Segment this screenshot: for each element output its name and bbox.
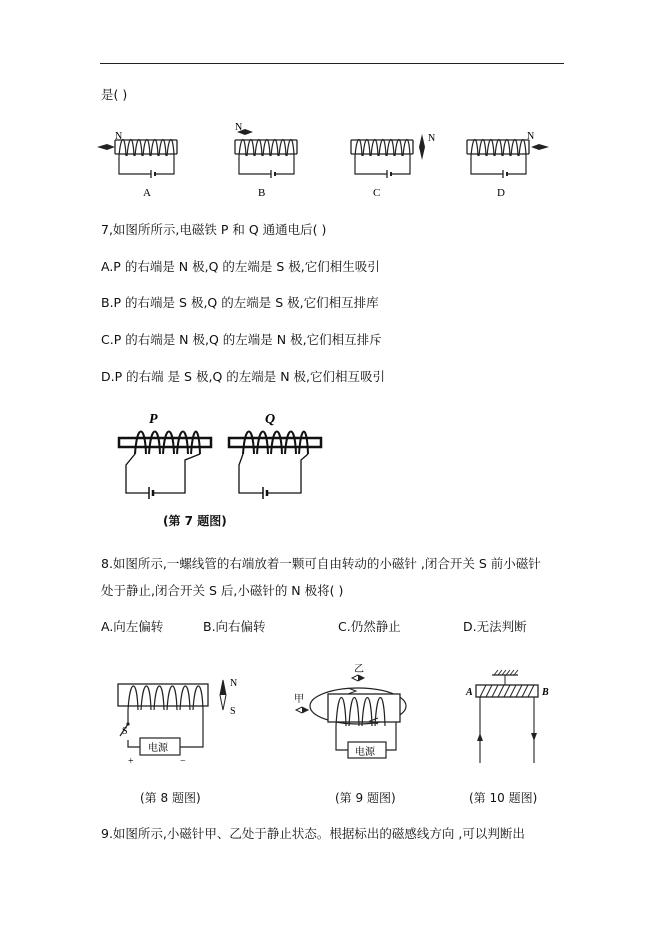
figure-q8 bbox=[110, 672, 250, 772]
circuit-c bbox=[351, 133, 435, 199]
question-6-tail: 是( ) bbox=[101, 87, 128, 102]
minus-sign: − bbox=[180, 756, 186, 767]
label-q: Q bbox=[265, 412, 276, 427]
needle-s: S bbox=[230, 706, 236, 717]
q7-option-a: A.P 的右端是 N 极,Q 的左端是 S 极,它们相生吸引 bbox=[101, 259, 380, 274]
q8-option-a: A.向左偏转 bbox=[101, 619, 164, 634]
q7-option-d: D.P 的右端 是 S 极,Q 的左端是 N 极,它们相互吸引 bbox=[101, 369, 386, 384]
switch-label: S bbox=[122, 726, 128, 737]
pole-label-d: N bbox=[527, 131, 535, 142]
figure-8-caption: (第 8 题图) bbox=[140, 791, 201, 805]
label-c: C bbox=[373, 187, 381, 199]
label-p: P bbox=[149, 412, 158, 427]
figure-q9 bbox=[288, 658, 428, 768]
plus-sign: + bbox=[128, 756, 134, 767]
label-a-10: A bbox=[466, 687, 473, 698]
needle-n: N bbox=[230, 678, 238, 689]
figure-9-caption: (第 9 题图) bbox=[335, 791, 396, 805]
q8-option-c: C.仍然静止 bbox=[338, 619, 401, 634]
pole-label-b: N bbox=[235, 122, 243, 133]
label-b-10: B bbox=[542, 687, 549, 698]
power-label-8: 电源 bbox=[148, 743, 168, 754]
figure-q10 bbox=[460, 665, 560, 770]
circuit-a bbox=[97, 131, 177, 199]
label-d: D bbox=[497, 187, 505, 199]
pole-label-c: N bbox=[428, 133, 436, 144]
q8-option-b: B.向右偏转 bbox=[203, 619, 266, 634]
label-yi: 乙 bbox=[354, 664, 364, 675]
q7-option-b: B.P 的右端是 S 极,Q 的左端是 S 极,它们相互排库 bbox=[101, 295, 379, 310]
figure-10-caption: (第 10 题图) bbox=[469, 791, 538, 805]
figure-q6 bbox=[95, 122, 555, 202]
label-b: B bbox=[258, 187, 266, 199]
power-label-9: 电源 bbox=[355, 747, 375, 758]
circuit-d bbox=[467, 131, 549, 199]
label-a: A bbox=[143, 187, 151, 199]
question-8-line-1: 8.如图所示,一螺线管的右端放着一颗可自由转动的小磁针 ,闭合开关 S 前小磁针 bbox=[101, 556, 541, 571]
label-jia: 甲 bbox=[294, 694, 304, 705]
q8-option-d: D.无法判断 bbox=[463, 619, 527, 634]
q7-option-c: C.P 的右端是 N 极,Q 的左端是 N 极,它们相互排斥 bbox=[101, 332, 382, 347]
question-7: 7,如图所所示,电磁铁 P 和 Q 通通电后( ) bbox=[101, 222, 327, 237]
question-8-line-2: 处于静止,闭合开关 S 后,小磁针的 N 极将( ) bbox=[101, 583, 344, 598]
header-rule bbox=[100, 63, 564, 64]
circuit-b bbox=[235, 122, 297, 199]
pole-label-a: N bbox=[115, 131, 123, 142]
question-9: 9.如图所示,小磁针甲、乙处于静止状态。根据标出的磁感线方向 ,可以判断出 bbox=[101, 826, 525, 841]
figure-7-caption: (第 7 题图) bbox=[163, 514, 227, 528]
